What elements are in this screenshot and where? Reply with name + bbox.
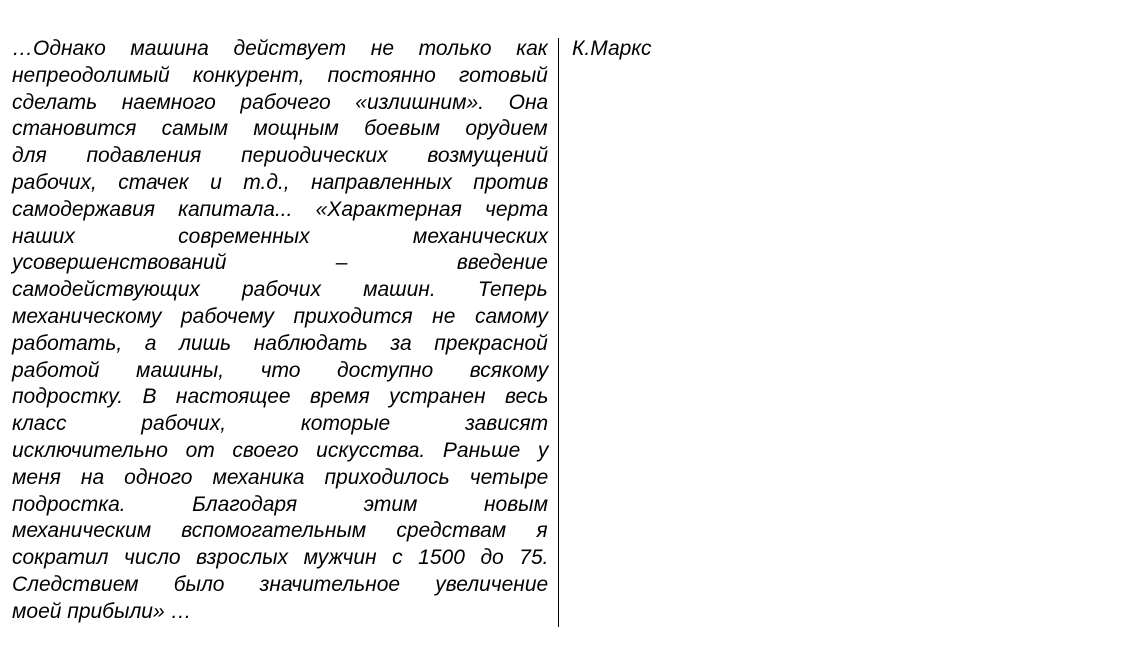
- quote-line: работать, а лишь наблюдать за прекрасной: [12, 331, 548, 355]
- quote-line: непреодолимый конкурент, постоянно готовый: [12, 63, 548, 87]
- quote-line: рабочих, стачек и т.д., направленных против: [12, 170, 549, 194]
- quote-line: подростку. В настоящее время устранен весь: [12, 385, 549, 409]
- quote-line: усовершенствований – введение: [12, 251, 548, 275]
- quote-line: меня на одного механика приходилось четыре: [12, 465, 549, 489]
- quote-line: самодержавия капитала... «Характерная черта: [12, 197, 549, 221]
- quote-line: исключительно от своего искусства. Раньше у: [12, 438, 549, 462]
- quote-line: сократил число взрослых мужчин с 1500 до 75.: [12, 546, 549, 570]
- quote-line: работой машины, что доступно всякому: [12, 358, 549, 382]
- column-divider: [558, 38, 559, 627]
- quote-line: …Однако машина действует не только как: [12, 37, 548, 60]
- author-name: К.Маркс: [572, 37, 652, 60]
- quote-line: подростка. Благодаря этим новым: [12, 492, 549, 516]
- quote-line: класс рабочих, которые зависят: [12, 412, 549, 436]
- quote-line: наших современных механических: [12, 224, 549, 248]
- quote-line: становится самым мощным боевым орудием: [12, 117, 548, 141]
- quote-line: для подавления периодических возмущений: [12, 144, 548, 168]
- quote-line: Следствием было значительное увеличение: [12, 572, 549, 596]
- quote-text: [12, 36, 548, 626]
- quote-line: сделать наемного рабочего «излишним». Она: [12, 90, 549, 114]
- quote-line: самодействующих рабочих машин. Теперь: [12, 278, 548, 302]
- quote-line: механическому рабочему приходится не самому: [12, 304, 548, 328]
- quote-line: механическим вспомогательным средствам я: [12, 519, 548, 543]
- quote-line: моей прибыли» …: [12, 599, 192, 623]
